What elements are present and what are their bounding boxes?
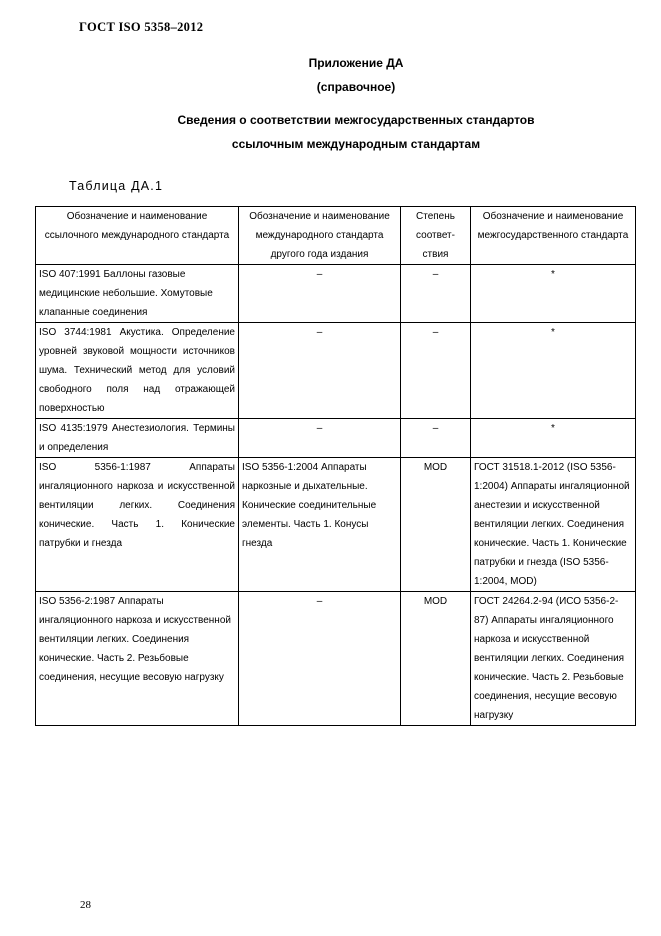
table-row	[36, 458, 636, 592]
table-row	[36, 592, 636, 726]
cell-degree: –	[401, 419, 471, 458]
appendix-heading-line-1: Сведения о соответствии межгосударственных стандартов	[177, 113, 535, 127]
document-header: ГОСТ ISO 5358–2012	[79, 20, 204, 34]
cell-other-edition: –	[239, 265, 401, 323]
correspondence-table	[35, 206, 636, 726]
header-cell-interstate-standard: Обозначение и наименование межгосударственного стандарта	[471, 207, 636, 265]
cell-interstate-standard: *	[471, 265, 636, 323]
cell-degree: MOD	[401, 458, 471, 592]
page-number: 28	[80, 899, 91, 911]
cell-other-edition: ISO 5356-1:2004 Аппараты наркозные и дыхательные. Конические соединительные элементы. Часть 1. Конусы гнезда	[239, 458, 401, 592]
table-caption: Таблица ДА.1	[69, 179, 164, 193]
table-row	[36, 419, 636, 458]
cell-interstate-standard: ГОСТ 24264.2-94 (ИСО 5356-2-87) Аппараты ингаляционного наркоза и искусственной вентиляции легких. Соединения конические. Часть 2. Резьбовые соединения, несущие весовую нагрузку	[471, 592, 636, 726]
header-cell-other-edition: Обозначение и наименование международного стандарта другого года издания	[239, 207, 401, 265]
cell-reference-standard: ISO 5356-2:1987 Аппараты ингаляционного наркоза и искусственной вентиляции легких. Соединения конические. Часть 2. Резьбовые соединения, несущие весовую нагрузку	[36, 592, 239, 726]
table-row	[36, 265, 636, 323]
cell-reference-standard: ISO 4135:1979 Анестезиология. Термины и определения	[36, 419, 239, 458]
cell-degree: MOD	[401, 592, 471, 726]
cell-interstate-standard: *	[471, 419, 636, 458]
appendix-heading-line-2: ссылочным международным стандартам	[231, 137, 481, 151]
cell-degree: –	[401, 323, 471, 419]
cell-reference-standard: ISO 3744:1981 Акустика. Определение уровней звуковой мощности источников шума. Технический метод для условий свободного поля над отражающей поверхностью	[36, 323, 239, 419]
appendix-note: (справочное)	[316, 80, 396, 94]
table-row	[36, 323, 636, 419]
cell-other-edition: –	[239, 419, 401, 458]
cell-interstate-standard: ГОСТ 31518.1-2012 (ISO 5356-1:2004) Аппараты ингаляционной анестезии и искусственной вентиляции легких. Соединения конические. Часть 1. Конические патрубки и гнезда (ISO 5356-1:2004, MOD)	[471, 458, 636, 592]
appendix-title: Приложение ДА	[308, 56, 404, 70]
cell-other-edition: –	[239, 592, 401, 726]
cell-reference-standard: ISO 407:1991 Баллоны газовые медицинские небольшие. Хомутовые клапанные соединения	[36, 265, 239, 323]
cell-degree: –	[401, 265, 471, 323]
cell-interstate-standard: *	[471, 323, 636, 419]
table-header-row	[36, 207, 636, 265]
cell-reference-standard: ISO 5356-1:1987 Аппараты ингаляционного наркоза и искусственной вентиляции легких. Соединения конические. Часть 1. Конические патрубки и гнезда	[36, 458, 239, 592]
cell-other-edition: –	[239, 323, 401, 419]
header-cell-reference-standard: Обозначение и наименование ссылочного международного стандарта	[36, 207, 239, 265]
header-cell-degree: Степень соответ- ствия	[401, 207, 471, 265]
